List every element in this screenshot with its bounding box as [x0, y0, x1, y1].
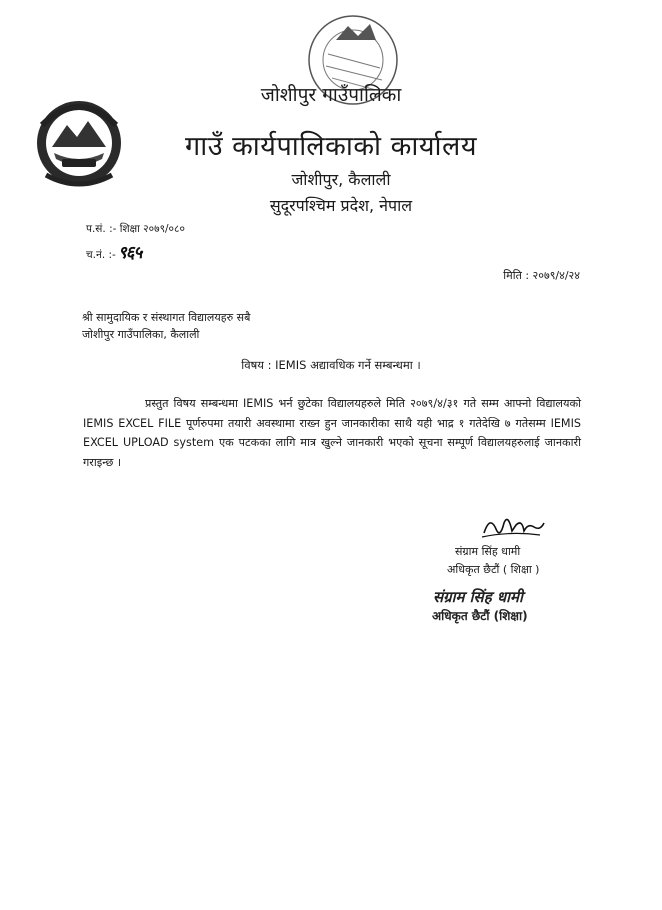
reference-number: प.सं. :- शिक्षा २०७९/०८०: [86, 223, 185, 235]
recipient-line-1: श्री सामुदायिक र संस्थागत विद्यालयहरु सबै: [82, 311, 251, 324]
dispatch-label: च.नं. :-: [86, 249, 116, 261]
body-text: प्रस्तुत विषय सम्बन्धमा IEMIS भर्न छुटेका विद्यालयहरुले मिति २०७९/४/३१ गते सम्म आफ्नो विद्यालयको IEMIS EXCEL FILE पूर्णरुपमा तयारी अवस्थामा राख्न हुन जानकारीका साथै यही भाद्र १ गतेदेखि ७ गतेसम्म IEMIS EXCEL UPLOAD system एक पटकका लागि मात्र खुल्ने जानकारी भएको सूचना सम्पूर्ण विद्यालयहरुलाई जानकारी गराइन्छ ।: [83, 397, 581, 469]
signature-icon: [480, 511, 548, 541]
stamp-designation: अधिकृत छैटौं (शिक्षा): [432, 609, 528, 623]
dispatch-handwritten-number: ९६५: [117, 243, 142, 263]
address-line-2: सुदूरपश्चिम प्रदेश, नेपाल: [269, 196, 413, 215]
dispatch-number: [86, 240, 141, 263]
signatory-designation: अधिकृत छैटौं ( शिक्षा ): [447, 563, 540, 576]
address-line-1: जोशीपुर, कैलाली: [291, 170, 391, 189]
municipality-name: जोशीपुर गाउँपालिका: [260, 84, 402, 106]
signatory-name: संग्राम सिंह धामी: [455, 545, 521, 558]
subject-line: विषय : IEMIS अद्यावधिक गर्ने सम्बन्धमा ।: [241, 358, 421, 372]
stamp-name: संग्राम सिंह धामी: [433, 588, 523, 606]
letter-body: [83, 394, 581, 472]
recipient-line-2: जोशीपुर गाउँपालिका, कैलाली: [82, 328, 200, 341]
letter-date: मिति : २०७९/४/२४: [503, 269, 580, 282]
office-title: गाउँ कार्यपालिकाको कार्यालय: [185, 131, 477, 162]
